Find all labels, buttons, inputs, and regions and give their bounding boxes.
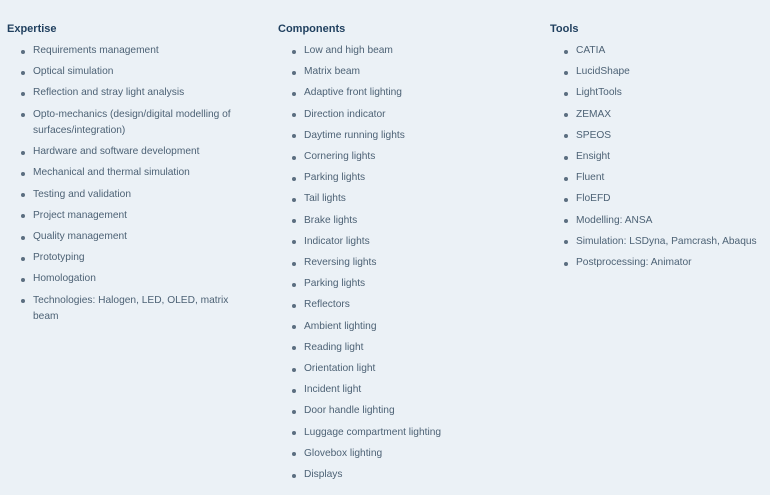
bullet-icon xyxy=(292,134,296,138)
list-item xyxy=(278,255,528,271)
list-item xyxy=(278,191,528,207)
bullet-icon xyxy=(292,71,296,75)
list-item xyxy=(550,213,770,229)
bullet-icon xyxy=(564,134,568,138)
list-item xyxy=(278,107,528,123)
expertise-list xyxy=(7,43,257,325)
list-item xyxy=(278,403,528,419)
bullet-icon xyxy=(292,50,296,54)
list-item xyxy=(278,297,528,313)
list-item-label: Ambient lighting xyxy=(304,320,377,332)
list-item-label: Testing and validation xyxy=(33,188,131,200)
expertise-heading: Expertise xyxy=(7,23,57,35)
list-item xyxy=(550,43,770,59)
list-item xyxy=(7,107,243,140)
list-item xyxy=(550,255,770,271)
list-item-label: Ensight xyxy=(576,151,610,163)
list-item-label: LightTools xyxy=(576,87,622,99)
list-item xyxy=(278,446,528,462)
list-item-label: FloEFD xyxy=(576,193,611,205)
bullet-icon xyxy=(21,113,25,117)
list-item xyxy=(278,467,528,483)
list-item xyxy=(550,234,770,250)
list-item-label: Tail lights xyxy=(304,193,346,205)
list-item-label: Door handle lighting xyxy=(304,405,395,417)
list-item xyxy=(278,170,528,186)
bullet-icon xyxy=(292,410,296,414)
list-item-label: Luggage compartment lighting xyxy=(304,426,442,438)
list-item xyxy=(278,43,528,59)
bullet-icon xyxy=(21,71,25,75)
bullet-icon xyxy=(564,50,568,54)
list-item xyxy=(550,128,770,144)
list-item xyxy=(278,340,528,356)
list-item-label: Adaptive front lighting xyxy=(304,87,402,99)
bullet-icon xyxy=(21,214,25,218)
bullet-icon xyxy=(292,262,296,266)
list-item xyxy=(7,85,243,101)
bullet-icon xyxy=(564,92,568,96)
list-item xyxy=(550,170,770,186)
list-item-label: Reflection and stray light analysis xyxy=(33,87,185,99)
list-item-label: Hardware and software development xyxy=(33,146,200,158)
list-item-label: Quality management xyxy=(33,231,128,243)
list-item-label: Brake lights xyxy=(304,214,358,226)
bullet-icon xyxy=(564,262,568,266)
bullet-icon xyxy=(21,172,25,176)
tools-heading: Tools xyxy=(550,23,579,35)
list-item-label: Reflectors xyxy=(304,299,350,311)
bullet-icon xyxy=(292,198,296,202)
bullet-icon xyxy=(292,474,296,478)
list-item xyxy=(7,250,243,266)
bullet-icon xyxy=(21,151,25,155)
list-item-label: Glovebox lighting xyxy=(304,447,383,459)
list-item xyxy=(7,293,243,326)
bullet-icon xyxy=(564,71,568,75)
list-item xyxy=(550,107,770,123)
components-column xyxy=(278,22,528,488)
list-item-label: Prototyping xyxy=(33,252,85,264)
list-item-label: Simulation: LSDyna, Pamcrash, Abaqus xyxy=(576,235,757,247)
list-item xyxy=(278,276,528,292)
list-item-label: Reversing lights xyxy=(304,257,377,269)
bullet-icon xyxy=(292,113,296,117)
bullet-icon xyxy=(21,236,25,240)
bullet-icon xyxy=(21,50,25,54)
list-item xyxy=(7,208,243,224)
list-item-label: Homologation xyxy=(33,273,96,285)
list-item xyxy=(278,319,528,335)
bullet-icon xyxy=(292,325,296,329)
components-heading: Components xyxy=(278,23,346,35)
list-item-label: Matrix beam xyxy=(304,66,361,78)
list-item-label: Cornering lights xyxy=(304,151,376,163)
bullet-icon xyxy=(292,452,296,456)
list-item-label: SPEOS xyxy=(576,129,612,141)
bullet-icon xyxy=(564,198,568,202)
list-item xyxy=(7,165,243,181)
list-item xyxy=(278,425,528,441)
bullet-icon xyxy=(292,304,296,308)
list-item-label: Modelling: ANSA xyxy=(576,214,653,226)
list-item xyxy=(7,271,243,287)
list-item xyxy=(278,382,528,398)
bullet-icon xyxy=(292,283,296,287)
bullet-icon xyxy=(292,240,296,244)
list-item-label: Low and high beam xyxy=(304,45,393,56)
list-item xyxy=(278,234,528,250)
list-item xyxy=(278,149,528,165)
list-item xyxy=(7,229,243,245)
components-list xyxy=(278,43,528,483)
list-item-label: Technologies: Halogen, LED, OLED, matrix beam xyxy=(33,294,229,323)
list-item xyxy=(550,64,770,80)
list-item-label: Parking lights xyxy=(304,278,366,290)
list-item xyxy=(278,128,528,144)
bullet-icon xyxy=(564,240,568,244)
bullet-icon xyxy=(292,368,296,372)
list-item xyxy=(7,144,243,160)
list-item-label: Fluent xyxy=(576,172,605,184)
bullet-icon xyxy=(21,92,25,96)
list-item-label: Direction indicator xyxy=(304,108,386,120)
list-item-label: Opto-mechanics (design/digital modelling of surfaces/integration) xyxy=(33,108,231,137)
list-item-label: Optical simulation xyxy=(33,66,114,78)
bullet-icon xyxy=(292,177,296,181)
bullet-icon xyxy=(292,346,296,350)
bullet-icon xyxy=(292,92,296,96)
bullet-icon xyxy=(292,431,296,435)
bullet-icon xyxy=(21,299,25,303)
bullet-icon xyxy=(292,219,296,223)
bullet-icon xyxy=(21,193,25,197)
list-item xyxy=(550,149,770,165)
bullet-icon xyxy=(292,389,296,393)
list-item-label: Displays xyxy=(304,469,343,481)
list-item-label: Orientation light xyxy=(304,363,376,375)
bullet-icon xyxy=(564,113,568,117)
list-item-label: Reading light xyxy=(304,341,364,353)
tools-list xyxy=(550,43,770,271)
bullet-icon xyxy=(21,278,25,282)
list-item xyxy=(278,213,528,229)
list-item-label: Indicator lights xyxy=(304,235,370,247)
list-item-label: Postprocessing: Animator xyxy=(576,257,692,269)
bullet-icon xyxy=(292,156,296,160)
list-item xyxy=(7,43,243,59)
list-item xyxy=(550,191,770,207)
list-item-label: LucidShape xyxy=(576,66,630,78)
list-item-label: Project management xyxy=(33,209,128,221)
list-item xyxy=(7,187,243,203)
list-item-label: Mechanical and thermal simulation xyxy=(33,167,190,179)
list-item-label: Requirements management xyxy=(33,45,159,56)
bullet-icon xyxy=(21,257,25,261)
list-item xyxy=(550,85,770,101)
list-item xyxy=(278,361,528,377)
list-item-label: Parking lights xyxy=(304,172,366,184)
bullet-icon xyxy=(564,177,568,181)
list-item xyxy=(278,85,528,101)
list-item-label: Incident light xyxy=(304,384,362,396)
expertise-column xyxy=(7,22,257,330)
list-item-label: ZEMAX xyxy=(576,108,612,120)
list-item-label: CATIA xyxy=(576,45,606,56)
tools-column xyxy=(550,22,770,276)
list-item-label: Daytime running lights xyxy=(304,129,405,141)
list-item xyxy=(278,64,528,80)
bullet-icon xyxy=(564,219,568,223)
list-item xyxy=(7,64,243,80)
bullet-icon xyxy=(564,156,568,160)
